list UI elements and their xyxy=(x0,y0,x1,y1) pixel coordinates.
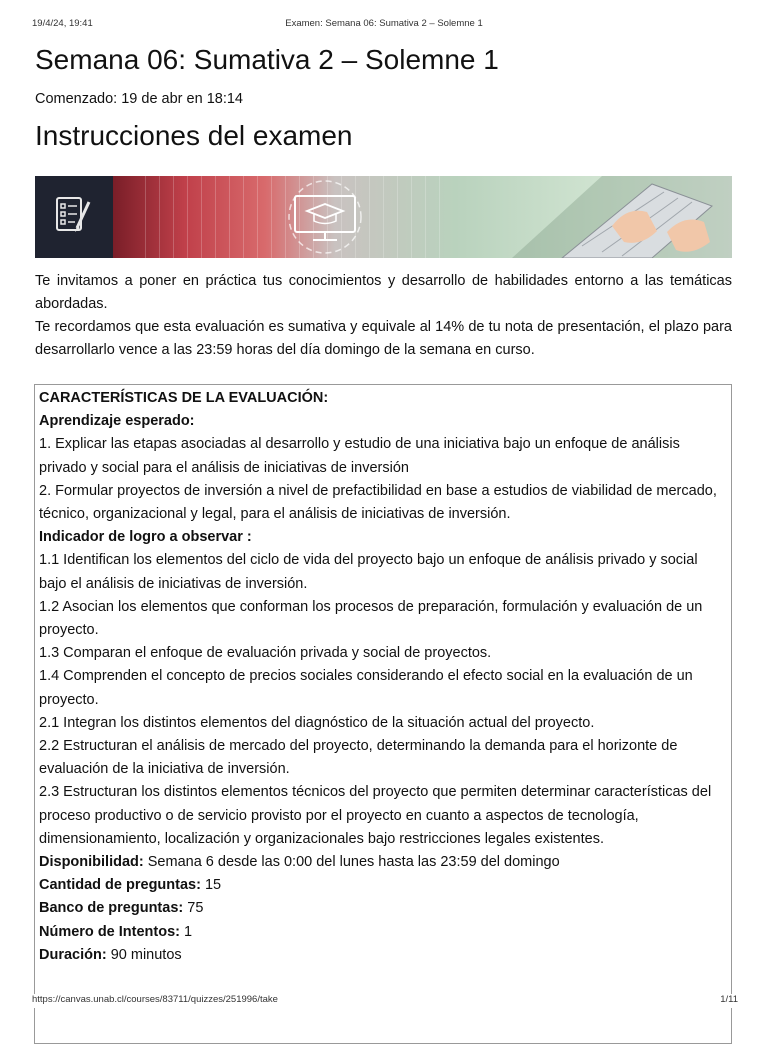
learning-item: 1. Explicar las etapas asociadas al desarrollo y estudio de una iniciativa bajo un enfoque de análisis privado y social para el análisis de iniciativas de inversión xyxy=(39,436,680,476)
page-title: Semana 06: Sumativa 2 – Solemne 1 xyxy=(35,44,499,75)
banner-icon-box xyxy=(35,176,113,258)
detail-question-count: Cantidad de preguntas: 15 xyxy=(39,877,222,894)
print-datetime: 19/4/24, 19:41 xyxy=(32,18,93,29)
indicator-item: 2.3 Estructuran los distintos elementos técnicos del proyecto que permiten determinar características del proceso productivo o de servicio provisto por el proyecto en cuanto a aspectos de tecnología, dimensionamiento, localización y organizacionales bajo restricciones legales existentes. xyxy=(39,784,712,847)
started-at: Comenzado: 19 de abr en 18:14 xyxy=(35,91,243,107)
print-footer xyxy=(32,994,736,1008)
indicator-item: 1.4 Comprenden el concepto de precios sociales considerando el efecto social en la evaluación de un proyecto. xyxy=(39,668,693,708)
learning-label: Aprendizaje esperado: xyxy=(39,413,195,430)
learning-item: 2. Formular proyectos de inversión a nivel de prefactibilidad en base a estudios de viabilidad de mercado, técnico, organizacional y legal, para el análisis de iniciativas de inversión. xyxy=(39,482,717,523)
monitor-graduation-cap-icon xyxy=(265,176,385,258)
intro-paragraph-2: Te recordamos que esta evaluación es sumativa y equivale al 14% de tu nota de presentación, el plazo para desarrollarlo vence a las 23:59 horas del día domingo de la semana en curso. xyxy=(35,319,732,358)
detail-question-bank: Banco de preguntas: 75 xyxy=(39,900,204,917)
intro-paragraph-1: Te invitamos a poner en práctica tus conocimientos y desarrollo de habilidades entorno a las temáticas abordadas. xyxy=(35,273,732,312)
instructions-heading: Instrucciones del examen xyxy=(35,120,353,151)
checklist-pencil-icon xyxy=(35,176,113,258)
detail-duration: Duración: 90 minutos xyxy=(39,946,182,963)
indicator-item: 1.1 Identifican los elementos del ciclo de vida del proyecto bajo un enfoque de análisis privado y social bajo el análisis de iniciativas de inversión. xyxy=(39,552,698,592)
indicator-item: 2.2 Estructuran el análisis de mercado del proyecto, determinando la demanda para el horizonte de evaluación de la iniciativa de inversión. xyxy=(39,738,678,778)
detail-availability: Disponibilidad: Semana 6 desde las 0:00 del lunes hasta las 23:59 del domingo xyxy=(39,854,560,871)
detail-attempts: Número de Intentos: 1 xyxy=(39,923,193,940)
evaluation-characteristics-box xyxy=(34,384,732,1044)
indicator-item: 1.3 Comparan el enfoque de evaluación privada y social de proyectos. xyxy=(39,645,492,662)
page-number: 1/11 xyxy=(720,994,738,1005)
indicator-item: 2.1 Integran los distintos elementos del diagnóstico de la situación actual del proyecto. xyxy=(39,714,595,731)
print-url[interactable]: https://canvas.unab.cl/courses/83711/quizzes/251996/take xyxy=(32,994,278,1005)
evaluation-heading: CARACTERÍSTICAS DE LA EVALUACIÓN: xyxy=(39,390,329,406)
indicator-label: Indicador de logro a observar : xyxy=(39,529,252,546)
instructions-banner xyxy=(35,176,732,258)
print-title: Examen: Semana 06: Sumativa 2 – Solemne 1 xyxy=(285,18,483,29)
intro-text xyxy=(35,270,732,362)
indicator-item: 1.2 Asocian los elementos que conforman los procesos de preparación, formulación y evaluación de un proyecto. xyxy=(39,598,703,639)
print-header xyxy=(32,18,736,32)
laptop-hands-image xyxy=(452,176,732,258)
